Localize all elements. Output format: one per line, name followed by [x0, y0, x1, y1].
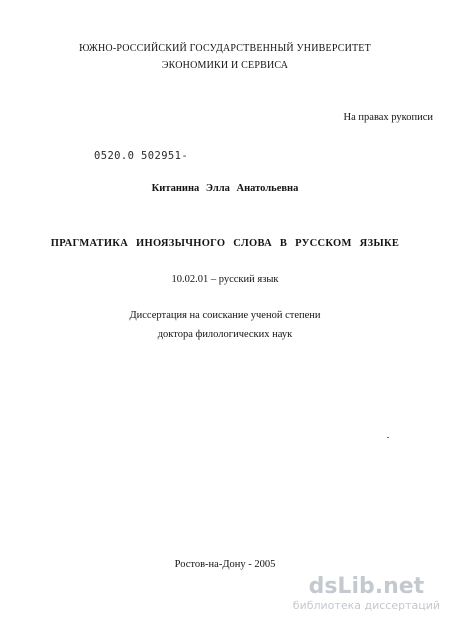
university-name-line-2: ЭКОНОМИКИ И СЕРВИСА: [161, 60, 289, 71]
city-and-year: Ростов-на-Дону - 2005: [174, 559, 276, 570]
watermark-logo: [293, 576, 440, 598]
watermark-subtitle: библиотека диссертаций: [292, 599, 440, 612]
dslib-watermark: [293, 576, 440, 613]
specialty-code: 10.02.01 – русский язык: [171, 274, 279, 285]
university-name-line-1: ЮЖНО-РОССИЙСКИЙ ГОСУДАРСТВЕННЫЙ УНИВЕРСИТЕТ: [79, 43, 371, 54]
author-name: Китанина Элла Анатольевна: [151, 183, 299, 194]
watermark-logo-text: dsLib.net: [308, 574, 425, 599]
scan-speck: [387, 437, 389, 438]
degree-statement-line-1: Диссертация на соискание ученой степени: [129, 310, 321, 321]
library-stamp-code: 0520.0 502951-: [94, 150, 189, 162]
dissertation-title: ПРАГМАТИКА ИНОЯЗЫЧНОГО СЛОВА В РУССКОМ ЯЗЫКЕ: [50, 238, 400, 249]
degree-statement-line-2: доктора филологических наук: [157, 329, 293, 340]
manuscript-rights-note: На правах рукописи: [343, 112, 433, 123]
